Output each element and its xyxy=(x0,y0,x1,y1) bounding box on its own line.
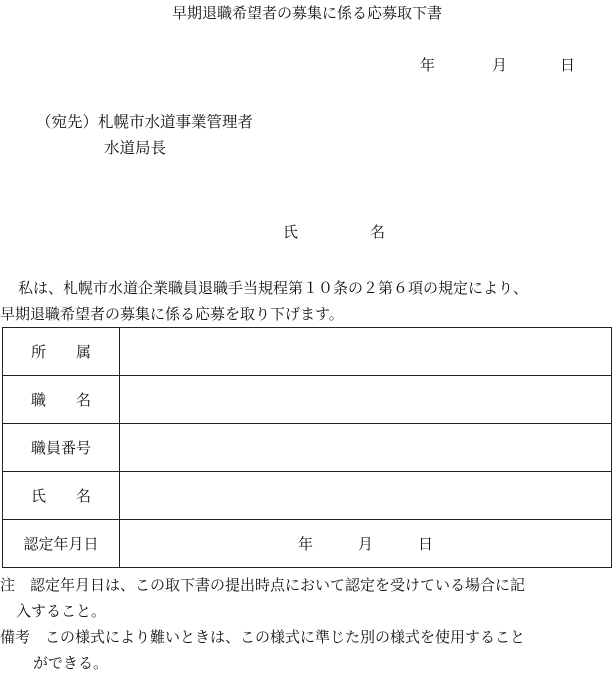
body-line2: 早期退職希望者の募集に係る応募を取り下げます。 xyxy=(0,305,344,323)
table-row-employee-number xyxy=(3,424,612,472)
remark-line2: ができる。 xyxy=(33,654,109,672)
addressee-line2: 水道局長 xyxy=(104,139,167,157)
date-day-label: 日 xyxy=(560,56,576,74)
date-month-label: 月 xyxy=(492,56,508,74)
remark-line1: 備考 この様式により難いときは、この様式に準じた別の様式を使用すること xyxy=(0,628,526,646)
position-field[interactable] xyxy=(120,376,612,424)
employee-number-field[interactable] xyxy=(120,424,612,472)
note-line1: 注 認定年月日は、この取下書の提出時点において認定を受けている場合に記 xyxy=(0,576,526,594)
date-year-label: 年 xyxy=(420,56,436,74)
affiliation-field[interactable] xyxy=(120,328,612,376)
note-line2: 入すること。 xyxy=(16,602,107,620)
affiliation-label: 所 属 xyxy=(3,328,120,376)
document-title: 早期退職希望者の募集に係る応募取下書 xyxy=(171,4,442,22)
applicant-name-label-shi: 氏 xyxy=(283,223,299,241)
certification-date-field[interactable]: 年 月 日 xyxy=(120,520,612,568)
notes-section xyxy=(0,572,614,676)
body-paragraph xyxy=(0,275,614,327)
table-row-position xyxy=(3,376,612,424)
table-row-affiliation xyxy=(3,328,612,376)
certification-date-label: 認定年月日 xyxy=(3,520,120,568)
addressee-line1: （宛先）札幌市水道事業管理者 xyxy=(36,113,254,131)
addressee-block xyxy=(36,109,253,161)
name-field[interactable] xyxy=(120,472,612,520)
position-label: 職 名 xyxy=(3,376,120,424)
name-label: 氏 名 xyxy=(3,472,120,520)
table-row-name xyxy=(3,472,612,520)
table-row-certification-date xyxy=(3,520,612,568)
employee-number-label: 職員番号 xyxy=(3,424,120,472)
info-table xyxy=(2,327,612,568)
body-line1: 私は、札幌市水道企業職員退職手当規程第１０条の２第６項の規定により、 xyxy=(18,279,529,297)
applicant-name-label-mei: 名 xyxy=(370,223,386,241)
